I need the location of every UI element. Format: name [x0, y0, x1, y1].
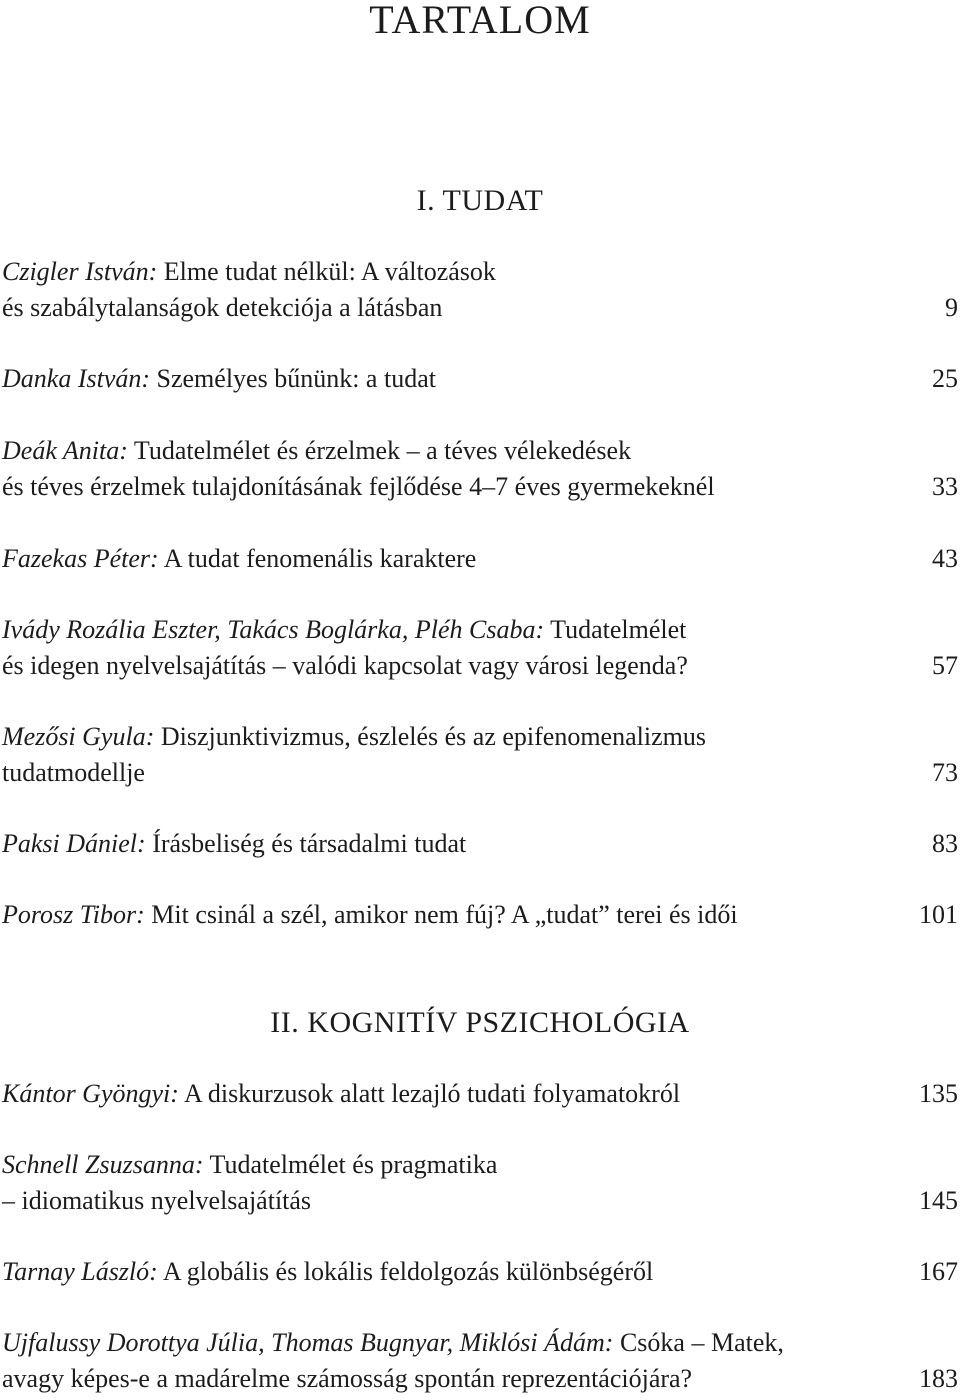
entry-author: Tarnay László:	[2, 1257, 158, 1286]
entry-title: tudatmodellje	[2, 758, 145, 787]
toc-entry[interactable]	[2, 1325, 958, 1397]
toc-entry[interactable]	[2, 897, 958, 933]
entry-author: Fazekas Péter:	[2, 544, 159, 573]
entry-page-number: 73	[932, 758, 958, 787]
entry-author: Paksi Dániel:	[2, 829, 146, 858]
entry-title: és idegen nyelvelsajátítás – valódi kapcsolat vagy városi legenda?	[2, 651, 688, 680]
toc-entry[interactable]	[2, 433, 958, 505]
entry-author: Schnell Zsuzsanna:	[2, 1150, 204, 1179]
toc-entry[interactable]	[2, 541, 958, 577]
entry-author: Ivády Rozália Eszter, Takács Boglárka, Pléh Csaba:	[2, 615, 545, 644]
entry-title: Csóka – Matek,	[619, 1328, 784, 1357]
entry-line	[2, 612, 958, 648]
entry-author: Porosz Tibor:	[2, 900, 145, 929]
entry-author: Czigler István:	[2, 257, 158, 286]
entry-title: Írásbeliség és társadalmi tudat	[152, 829, 467, 858]
toc-entry[interactable]	[2, 254, 958, 326]
entry-line	[2, 1076, 958, 1112]
entry-page-number: 183	[919, 1364, 958, 1393]
entry-line	[2, 1183, 958, 1219]
entry-title: Tudatelmélet és pragmatika	[209, 1150, 498, 1179]
entry-line	[2, 1325, 958, 1361]
entry-page-number: 57	[932, 651, 958, 680]
entry-title: Tudatelmélet	[550, 615, 687, 644]
entry-author: Kántor Gyöngyi:	[2, 1079, 179, 1108]
entry-title: és téves érzelmek tulajdonításának fejlődése 4–7 éves gyermekeknél	[2, 472, 715, 501]
section-heading-kognitiv-pszichologia: II. KOGNITÍV PSZICHOLÓGIA	[270, 1006, 690, 1039]
toc-entry[interactable]	[2, 1076, 958, 1112]
entry-title: avagy képes-e a madárelme számosság spontán reprezentációjára?	[2, 1364, 693, 1393]
toc-entry[interactable]	[2, 826, 958, 862]
entry-line	[2, 361, 958, 397]
page-title: TARTALOM	[369, 0, 591, 42]
entry-line	[2, 254, 958, 290]
entry-page-number: 135	[919, 1079, 958, 1108]
entry-author: Ujfalussy Dorottya Júlia, Thomas Bugnyar, Miklósi Ádám:	[2, 1328, 614, 1357]
entry-page-number: 43	[932, 544, 958, 573]
entry-line	[2, 897, 958, 933]
entry-page-number: 83	[932, 829, 958, 858]
entry-line	[2, 719, 958, 755]
entry-line	[2, 469, 958, 505]
entry-line	[2, 1254, 958, 1290]
section-heading-tudat: I. TUDAT	[416, 184, 544, 217]
entry-page-number: 145	[919, 1186, 958, 1215]
entry-page-number: 9	[945, 293, 958, 322]
entry-line	[2, 290, 958, 326]
entry-page-number: 25	[932, 364, 958, 393]
entry-title: és szabálytalanságok detekciója a látásban	[2, 293, 443, 322]
toc-entry[interactable]	[2, 612, 958, 684]
entry-title: Elme tudat nélkül: A változások	[163, 257, 496, 286]
entry-line	[2, 433, 958, 469]
toc-entry[interactable]	[2, 1254, 958, 1290]
entry-author: Mezősi Gyula:	[2, 722, 155, 751]
entry-title: A globális és lokális feldolgozás különbségéről	[162, 1257, 654, 1286]
entry-title: A tudat fenomenális karaktere	[163, 544, 477, 573]
entry-title: – idiomatikus nyelvelsajátítás	[2, 1186, 312, 1215]
toc-entry[interactable]	[2, 719, 958, 791]
entry-line	[2, 1361, 958, 1397]
entry-page-number: 101	[919, 900, 958, 929]
entry-line	[2, 826, 958, 862]
entry-title: Tudatelmélet és érzelmek – a téves vélekedések	[133, 436, 632, 465]
toc-entry[interactable]	[2, 1147, 958, 1219]
entry-author: Deák Anita:	[2, 436, 128, 465]
entry-title: Diszjunktivizmus, észlelés és az epifenomenalizmus	[160, 722, 706, 751]
entry-line	[2, 541, 958, 577]
entry-title: A diskurzusok alatt lezajló tudati folyamatokról	[184, 1079, 681, 1108]
entry-line	[2, 755, 958, 791]
entry-author: Danka István:	[2, 364, 151, 393]
entry-line	[2, 1147, 958, 1183]
entry-page-number: 167	[919, 1257, 958, 1286]
toc-entry[interactable]	[2, 361, 958, 397]
entry-page-number: 33	[932, 472, 958, 501]
entry-line	[2, 648, 958, 684]
entry-title: Mit csinál a szél, amikor nem fúj? A „tudat” terei és idői	[151, 900, 738, 929]
entry-title: Személyes bűnünk: a tudat	[156, 364, 436, 393]
